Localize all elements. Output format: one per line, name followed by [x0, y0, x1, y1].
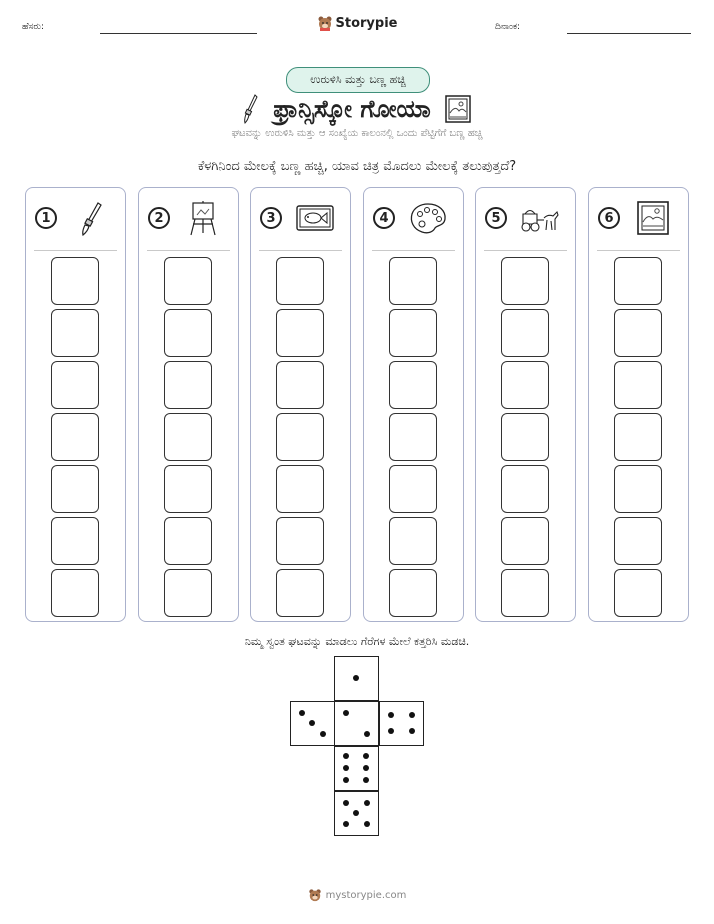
die-pip: [409, 728, 415, 734]
color-box[interactable]: [276, 361, 324, 409]
color-box[interactable]: [51, 517, 99, 565]
easel-icon: [183, 200, 223, 236]
die-pip: [343, 821, 349, 827]
color-box[interactable]: [501, 465, 549, 513]
die-instruction: ನಿಮ್ಮ ಸ್ವಂತ ಘಟವನ್ನು ಮಾಡಲು ಗೆರೆಗಳ ಮೇಲೆ ಕತ್ತರಿಸಿ ಮಡಚಿ.: [244, 635, 470, 648]
color-box[interactable]: [614, 517, 662, 565]
color-box[interactable]: [51, 413, 99, 461]
framed-landscape-icon: [633, 200, 673, 236]
column-1: [25, 187, 126, 622]
color-box[interactable]: [389, 257, 437, 305]
die-pip: [363, 765, 369, 771]
bear-mascot-icon: [308, 888, 322, 902]
die-face-left: [290, 701, 335, 746]
color-box[interactable]: [389, 413, 437, 461]
die-pip: [363, 753, 369, 759]
date-line[interactable]: [567, 33, 691, 34]
color-box[interactable]: [389, 517, 437, 565]
die-face-center: [334, 701, 379, 746]
die-pip: [364, 800, 370, 806]
die-pip: [343, 765, 349, 771]
color-box[interactable]: [164, 309, 212, 357]
color-box[interactable]: [276, 465, 324, 513]
die-face-top: [334, 656, 379, 701]
color-box[interactable]: [276, 257, 324, 305]
color-box[interactable]: [501, 361, 549, 409]
carriage-icon: [520, 200, 560, 236]
color-box[interactable]: [614, 569, 662, 617]
column-divider: [372, 250, 455, 251]
die-pip: [353, 675, 359, 681]
column-divider: [597, 250, 680, 251]
color-box[interactable]: [276, 413, 324, 461]
palette-icon: [408, 200, 448, 236]
color-box[interactable]: [389, 361, 437, 409]
color-box[interactable]: [614, 309, 662, 357]
die-pip: [388, 712, 394, 718]
brand-logo: [0, 12, 714, 34]
color-box[interactable]: [164, 361, 212, 409]
color-box[interactable]: [276, 309, 324, 357]
page-title: ಫ್ರಾನ್ಸಿಸ್ಕೋ ಗೋಯಾ: [273, 95, 431, 123]
paintbrush-icon: [243, 94, 259, 124]
die-pip: [388, 728, 394, 734]
column-4: [363, 187, 464, 622]
column-number: 6: [598, 207, 620, 229]
column-divider: [484, 250, 567, 251]
color-box[interactable]: [164, 413, 212, 461]
die-pip: [343, 777, 349, 783]
color-box[interactable]: [164, 569, 212, 617]
die-pip: [364, 821, 370, 827]
bear-mascot-icon: [317, 15, 333, 31]
color-box[interactable]: [389, 465, 437, 513]
column-divider: [259, 250, 342, 251]
column-number: 3: [260, 207, 282, 229]
color-box[interactable]: [614, 257, 662, 305]
column-6: [588, 187, 689, 622]
color-box[interactable]: [276, 517, 324, 565]
color-box[interactable]: [164, 257, 212, 305]
color-box[interactable]: [389, 309, 437, 357]
die-pip: [343, 800, 349, 806]
die-pip: [343, 710, 349, 716]
question-text: ಕೆಳಗಿನಿಂದ ಮೇಲಕ್ಕೆ ಬಣ್ಣ ಹಚ್ಚಿ, ಯಾವ ಚಿತ್ರ ಮೊದಲು ಮೇಲಕ್ಕೆ ತಲುಪುತ್ತದೆ?: [197, 159, 517, 174]
die-pip: [363, 777, 369, 783]
color-box[interactable]: [51, 257, 99, 305]
die-pip: [353, 810, 359, 816]
footer: [0, 884, 714, 906]
column-number: 4: [373, 207, 395, 229]
footer-url[interactable]: mystorypie.com: [325, 889, 407, 901]
color-box[interactable]: [389, 569, 437, 617]
color-box[interactable]: [51, 309, 99, 357]
title-row: [0, 92, 714, 126]
framed-painting-icon: [445, 95, 471, 123]
fish-painting-icon: [295, 200, 335, 236]
name-label: ಹೆಸರು:: [22, 22, 45, 32]
color-box[interactable]: [501, 309, 549, 357]
paintbrush-icon: [70, 200, 110, 236]
column-2: [138, 187, 239, 622]
color-box[interactable]: [164, 517, 212, 565]
color-box[interactable]: [51, 569, 99, 617]
die-pip: [299, 710, 305, 716]
die-pip: [409, 712, 415, 718]
color-box[interactable]: [614, 465, 662, 513]
color-box[interactable]: [501, 257, 549, 305]
color-box[interactable]: [276, 569, 324, 617]
column-5: [475, 187, 576, 622]
column-number: 1: [35, 207, 57, 229]
die-face-lower: [334, 746, 379, 791]
color-box[interactable]: [614, 413, 662, 461]
die-face-bottom: [334, 791, 379, 836]
color-box[interactable]: [501, 517, 549, 565]
die-pip: [320, 731, 326, 737]
die-pip: [309, 720, 315, 726]
die-pip: [364, 731, 370, 737]
brand-name: Storypie: [335, 15, 398, 31]
column-3: [250, 187, 351, 622]
column-divider: [147, 250, 230, 251]
color-box[interactable]: [164, 465, 212, 513]
column-divider: [34, 250, 117, 251]
color-box[interactable]: [501, 413, 549, 461]
color-box[interactable]: [614, 361, 662, 409]
activity-pill: ಉರುಳಿಸಿ ಮತ್ತು ಬಣ್ಣ ಹಚ್ಚಿ: [286, 67, 430, 93]
column-number: 5: [485, 207, 507, 229]
date-label: ದಿನಾಂಕ:: [495, 22, 521, 32]
instructions-subtitle: ಘಟವನ್ನು ಉರುಳಿಸಿ ಮತ್ತು ಆ ಸಂಖ್ಯೆಯ ಕಾಲಂನಲ್ಲಿ ಒಂದು ಪೆಟ್ಟಿಗೆಗೆ ಬಣ್ಣ ಹಚ್ಚಿ: [231, 128, 483, 139]
color-box[interactable]: [51, 465, 99, 513]
die-face-right: [379, 701, 424, 746]
die-pip: [343, 753, 349, 759]
column-number: 2: [148, 207, 170, 229]
color-box[interactable]: [51, 361, 99, 409]
color-box[interactable]: [501, 569, 549, 617]
